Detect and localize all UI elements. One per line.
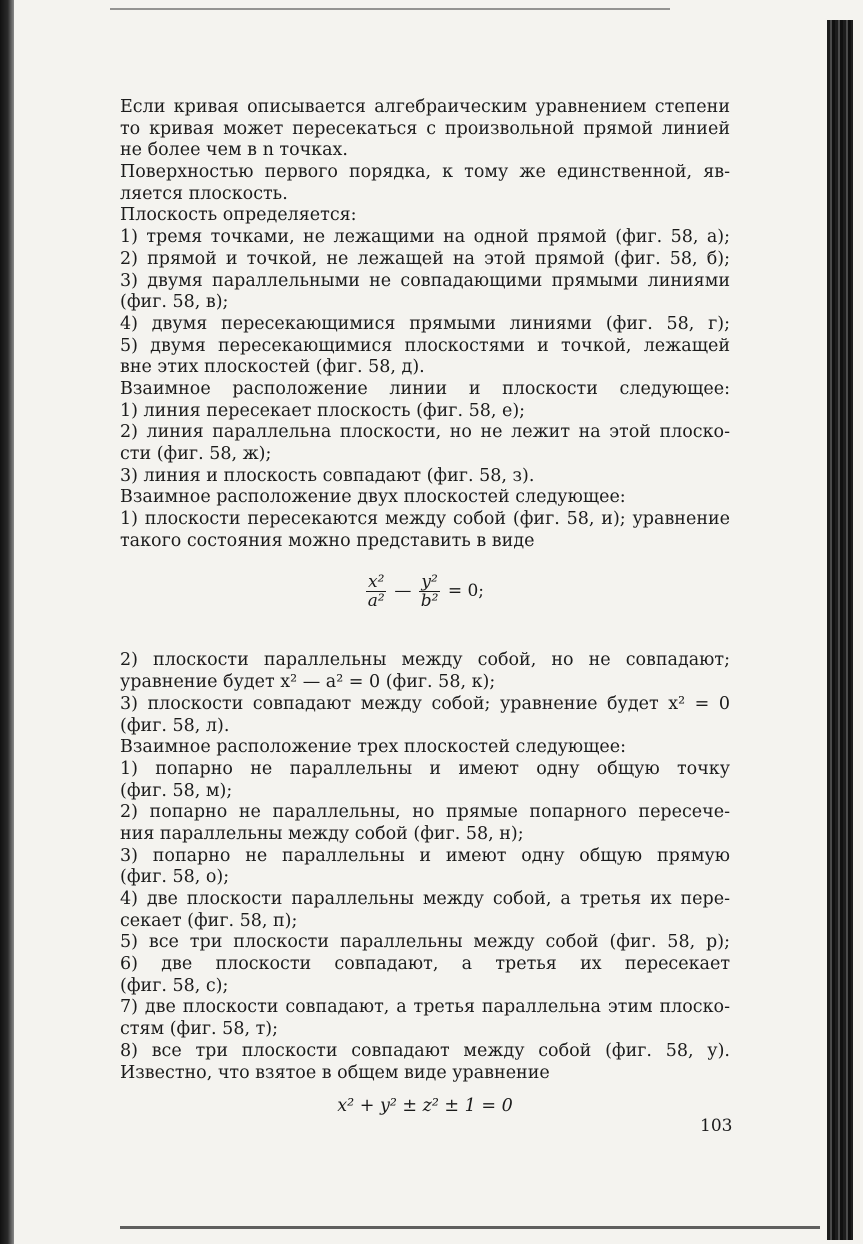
text-line: 2) плоскости параллельны между собой, но не совпадают; (120, 650, 730, 671)
text-line: такого состояния можно представить в виде (120, 530, 535, 551)
text-line: 4) две плоскости параллельны между собой, а третья их пере- (120, 889, 730, 909)
text-line: сти (фиг. 58, ж); (120, 444, 272, 464)
text-line: 2) попарно не параллельны, но прямые попарного пересече- (120, 802, 730, 823)
text-line: не более чем в n точках. (120, 140, 348, 161)
scan-right-edge (827, 20, 853, 1240)
page-number: 103 (700, 1116, 733, 1136)
text-line: 3) линия и плоскость совпадают (фиг. 58, з). (120, 465, 535, 486)
equals-zero: = 0; (447, 581, 485, 602)
spacer (120, 630, 730, 650)
text-line: 1) попарно не параллельны и имеют одну общую точку (120, 758, 730, 779)
text-line: (фиг. 58, о); (120, 867, 230, 888)
text-line: (фиг. 58, м); (120, 780, 233, 801)
scan-left-edge (0, 0, 14, 1244)
text-line: 1) тремя точками, не лежащими на одной прямой (фиг. 58, а); (120, 227, 730, 248)
scan-top-edge (110, 8, 670, 10)
text-line: 5) все три плоскости параллельны между собой (фиг. 58, р); (120, 932, 730, 953)
paragraph-block-1 (120, 97, 730, 552)
text-line: 8) все три плоскости совпадают между собой (фиг. 58, у). (120, 1040, 730, 1061)
formula-two-planes (120, 552, 730, 630)
text-line: 1) линия пересекает плоскость (фиг. 58, е); (120, 400, 526, 421)
text-line: секает (фиг. 58, п); (120, 910, 298, 931)
text-line: (фиг. 58, в); (120, 292, 229, 313)
fraction-y (419, 573, 439, 610)
text-line: (фиг. 58, с); (120, 975, 229, 996)
text-line: Известно, что взятое в общем виде уравнение (120, 1062, 550, 1083)
text-line: то кривая может пересекаться с произвольной прямой линией (120, 118, 730, 139)
text-line: 3) плоскости совпадают между собой; уравнение будет x² = 0 (120, 693, 730, 714)
text-line: Плоскость определяется: (120, 205, 357, 226)
text-line: ляется плоскость. (120, 183, 288, 204)
formula-general-equation: x² + y² ± z² ± 1 = 0 (337, 1096, 513, 1117)
text-line: 3) двумя параллельными не совпадающими прямыми линиями (120, 270, 730, 291)
paragraph-block-2 (120, 650, 730, 1084)
text-line: ния параллельны между собой (фиг. 58, н); (120, 823, 524, 844)
fraction-x (366, 573, 386, 610)
text-line: стям (фиг. 58, т); (120, 1019, 278, 1040)
text-line: Взаимное расположение трех плоскостей следующее: (120, 737, 627, 758)
denominator: a² (367, 590, 385, 611)
numerator: x² (367, 571, 385, 592)
text-line: 4) двумя пересекающимися прямыми линиями (фиг. 58, г); (120, 313, 730, 334)
text-line: 2) прямой и точкой, не лежащей на этой прямой (фиг. 58, б); (120, 248, 730, 269)
text-line: Взаимное расположение двух плоскостей следующее: (120, 487, 626, 508)
numerator: y² (421, 571, 438, 592)
text-line: 7) две плоскости совпадают, а третья параллельна этим плоско- (120, 997, 730, 1018)
text-line: вне этих плоскостей (фиг. 58, д). (120, 357, 425, 378)
text-line: 6) две плоскости совпадают, а третья их пересекает (120, 954, 730, 975)
denominator: b² (420, 590, 439, 611)
scan-bottom-edge (120, 1226, 820, 1229)
page-body (120, 97, 730, 1128)
text-line: 3) попарно не параллельны и имеют одну общую прямую (120, 845, 730, 866)
text-line: 1) плоскости пересекаются между собой (фиг. 58, и); уравнение (120, 509, 730, 530)
text-line: 5) двумя пересекающимися плоскостями и точкой, лежащей (120, 335, 730, 356)
text-line: Если кривая описывается алгебраическим уравнением степени (120, 97, 730, 117)
text-line: 2) линия параллельна плоскости, но не лежит на этой плоско- (120, 422, 730, 443)
text-line: Взаимное расположение линии и плоскости следующее: (120, 378, 730, 399)
minus-sign: — (394, 581, 412, 602)
text-line: уравнение будет x² — a² = 0 (фиг. 58, к); (120, 672, 496, 693)
text-line: Поверхностью первого порядка, к тому же единственной, яв- (120, 162, 730, 183)
text-line: (фиг. 58, л). (120, 715, 230, 736)
